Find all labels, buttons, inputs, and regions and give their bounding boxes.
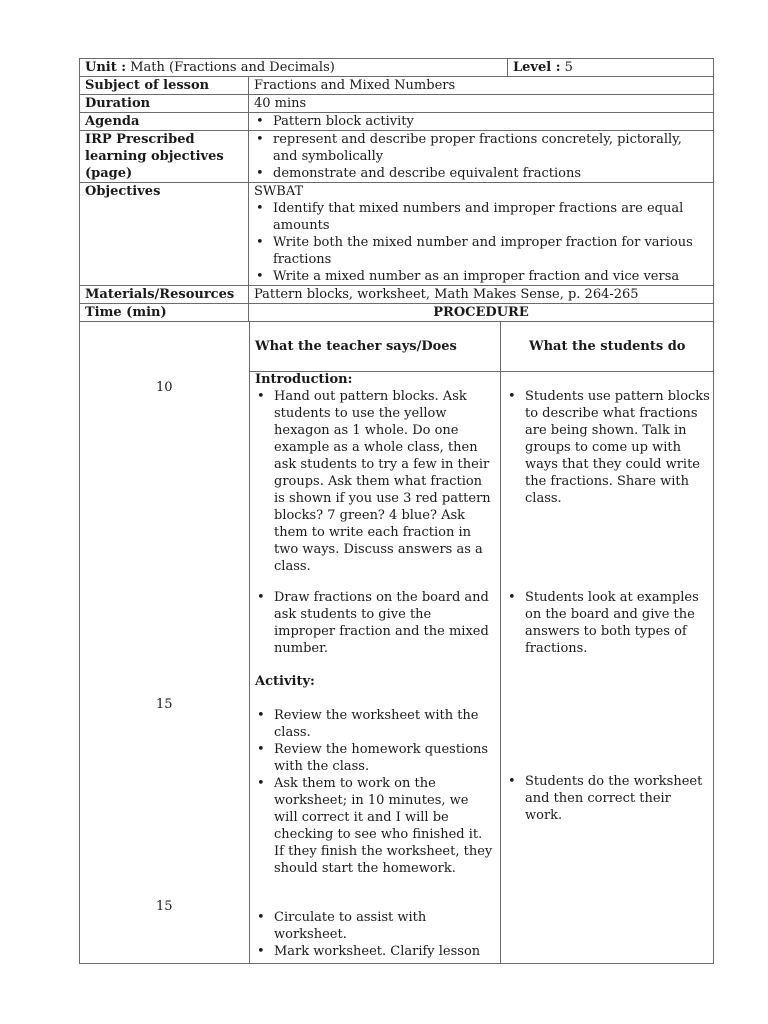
time-value: 15 [156,697,173,712]
objectives-label: Objectives [80,183,249,286]
agenda-list [254,113,708,130]
intro-teacher-list-2 [255,589,493,657]
irp-label [80,131,249,183]
unit-value: Math (Fractions and Decimals) [130,60,335,75]
time-row [80,304,714,322]
level-cell [508,59,714,77]
procedure-cell [80,322,714,964]
procedure-heading: PROCEDURE [249,304,714,322]
subject-value: Fractions and Mixed Numbers [249,77,714,95]
teacher-step: • Review the worksheet with the class. [255,707,493,741]
materials-value: Pattern blocks, worksheet, Math Makes Sense, p. 264-265 [249,286,714,304]
level-label: Level : [513,60,561,75]
irp-label-line: IRP Prescribed [85,132,195,147]
final-teacher-list [255,909,493,960]
activity-students-list [506,773,712,824]
subject-row [80,77,714,95]
teacher-step: • Review the homework questions with the class. [255,741,493,775]
irp-list [254,131,708,182]
teacher-column [249,322,501,963]
teacher-step: • Ask them to work on the worksheet; in 10 minutes, we will correct it and I will be checking to see who finished it. If they finish the worksheet, they should start the homework. [255,775,493,877]
students-column-header: What the students do [529,339,686,354]
teacher-step: • Mark worksheet. Clarify lesson [255,943,493,960]
materials-label: Materials/Resources [80,286,249,304]
materials-row [80,286,714,304]
procedure-row [80,322,714,964]
objectives-row [80,183,714,286]
time-label: Time (min) [80,304,249,322]
agenda-row [80,113,714,131]
intro-students-list [506,388,712,507]
student-step: • Students do the worksheet and then correct their work. [506,773,712,824]
student-step: • Students look at examples on the board and give the answers to both types of fractions. [506,589,712,657]
activity-heading: Activity: [255,674,315,689]
lesson-plan-table [79,58,714,964]
unit-label: Unit : [85,60,127,75]
objectives-list [254,200,708,285]
duration-value: 40 mins [249,95,714,113]
introduction-heading: Introduction: [255,372,353,387]
objective-item: • Write both the mixed number and improper fraction for various fractions [254,234,708,268]
level-value: 5 [564,60,573,75]
duration-label: Duration [80,95,249,113]
unit-row [80,59,714,77]
objective-item: • Identify that mixed numbers and improper fractions are equal amounts [254,200,708,234]
agenda-value [249,113,714,131]
students-column [500,322,715,963]
intro-teacher-list [255,388,493,575]
subject-label: Subject of lesson [80,77,249,95]
student-step: • Students use pattern blocks to describe what fractions are being shown. Talk in groups to come up with ways that they could write the fractions. Share with class. [506,388,712,507]
teacher-column-header: What the teacher says/Does [255,339,457,354]
agenda-item: • Pattern block activity [254,113,708,130]
objectives-intro: SWBAT [254,184,304,199]
unit-cell [80,59,508,77]
time-value: 15 [156,899,173,914]
teacher-step: • Circulate to assist with worksheet. [255,909,493,943]
irp-item: • demonstrate and describe equivalent fractions [254,165,708,182]
teacher-step: • Hand out pattern blocks. Ask students to use the yellow hexagon as 1 whole. Do one example as a whole class, then ask students to try a few in their groups. Ask them what fraction is shown if you use 3 red pattern blocks? 7 green? 4 blue? Ask them to write each fraction in two ways. Discuss answers as a class. [255,388,493,575]
objectives-value [249,183,714,286]
irp-row [80,131,714,183]
procedure-area [80,322,713,963]
objective-item: • Write a mixed number as an improper fraction and vice versa [254,268,708,285]
irp-item: • represent and describe proper fractions concretely, pictorally, and symbolically [254,131,708,165]
time-value: 10 [156,380,173,395]
irp-label-line: (page) [85,166,133,181]
irp-label-line: learning objectives [85,149,224,164]
agenda-label: Agenda [80,113,249,131]
teacher-step: • Draw fractions on the board and ask students to give the improper fraction and the mixed number. [255,589,493,657]
irp-value [249,131,714,183]
activity-teacher-list [255,707,493,877]
procedure-header-divider [249,371,714,372]
time-column [80,322,249,963]
intro-students-list-2 [506,589,712,657]
duration-row [80,95,714,113]
